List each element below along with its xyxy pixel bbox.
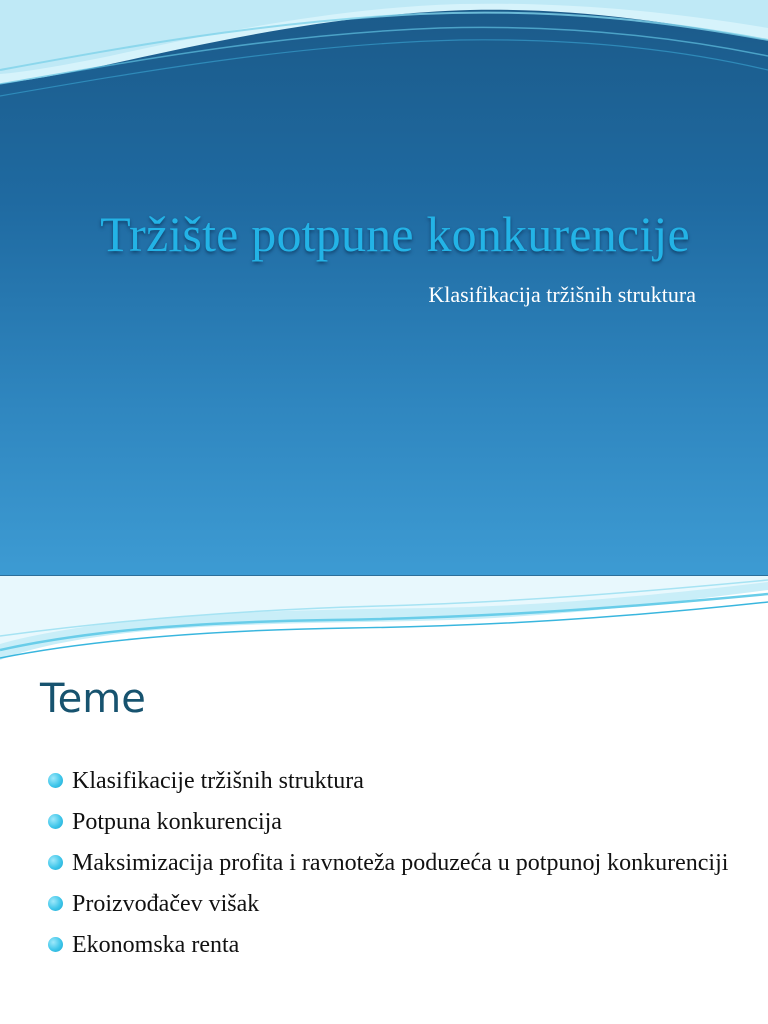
list-item-text: Maksimizacija profita i ravnoteža poduzeća u potpunoj konkurenciji — [72, 850, 729, 876]
topics-list — [48, 766, 748, 971]
list-item-text: Ekonomska renta — [72, 932, 240, 958]
slide-title: Teme — [40, 676, 146, 722]
bullet-icon — [48, 937, 63, 952]
header-wave-decoration — [0, 0, 768, 110]
topics-slide — [0, 576, 768, 1024]
bullet-icon — [48, 855, 63, 870]
list-item — [48, 930, 748, 960]
list-item-text: Klasifikacije tržišnih struktura — [72, 768, 364, 794]
bullet-icon — [48, 896, 63, 911]
list-item — [48, 807, 748, 837]
list-item — [48, 889, 748, 919]
slide-subtitle: Klasifikacija tržišnih struktura — [428, 282, 696, 307]
bullet-icon — [48, 773, 63, 788]
list-item — [48, 848, 748, 878]
list-item — [48, 766, 748, 796]
bullet-icon — [48, 814, 63, 829]
slide-title: Tržište potpune konkurencije — [100, 206, 690, 262]
list-item-text: Potpuna konkurencija — [72, 809, 282, 835]
header-wave-decoration — [0, 576, 768, 666]
list-item-text: Proizvođačev višak — [72, 891, 260, 917]
